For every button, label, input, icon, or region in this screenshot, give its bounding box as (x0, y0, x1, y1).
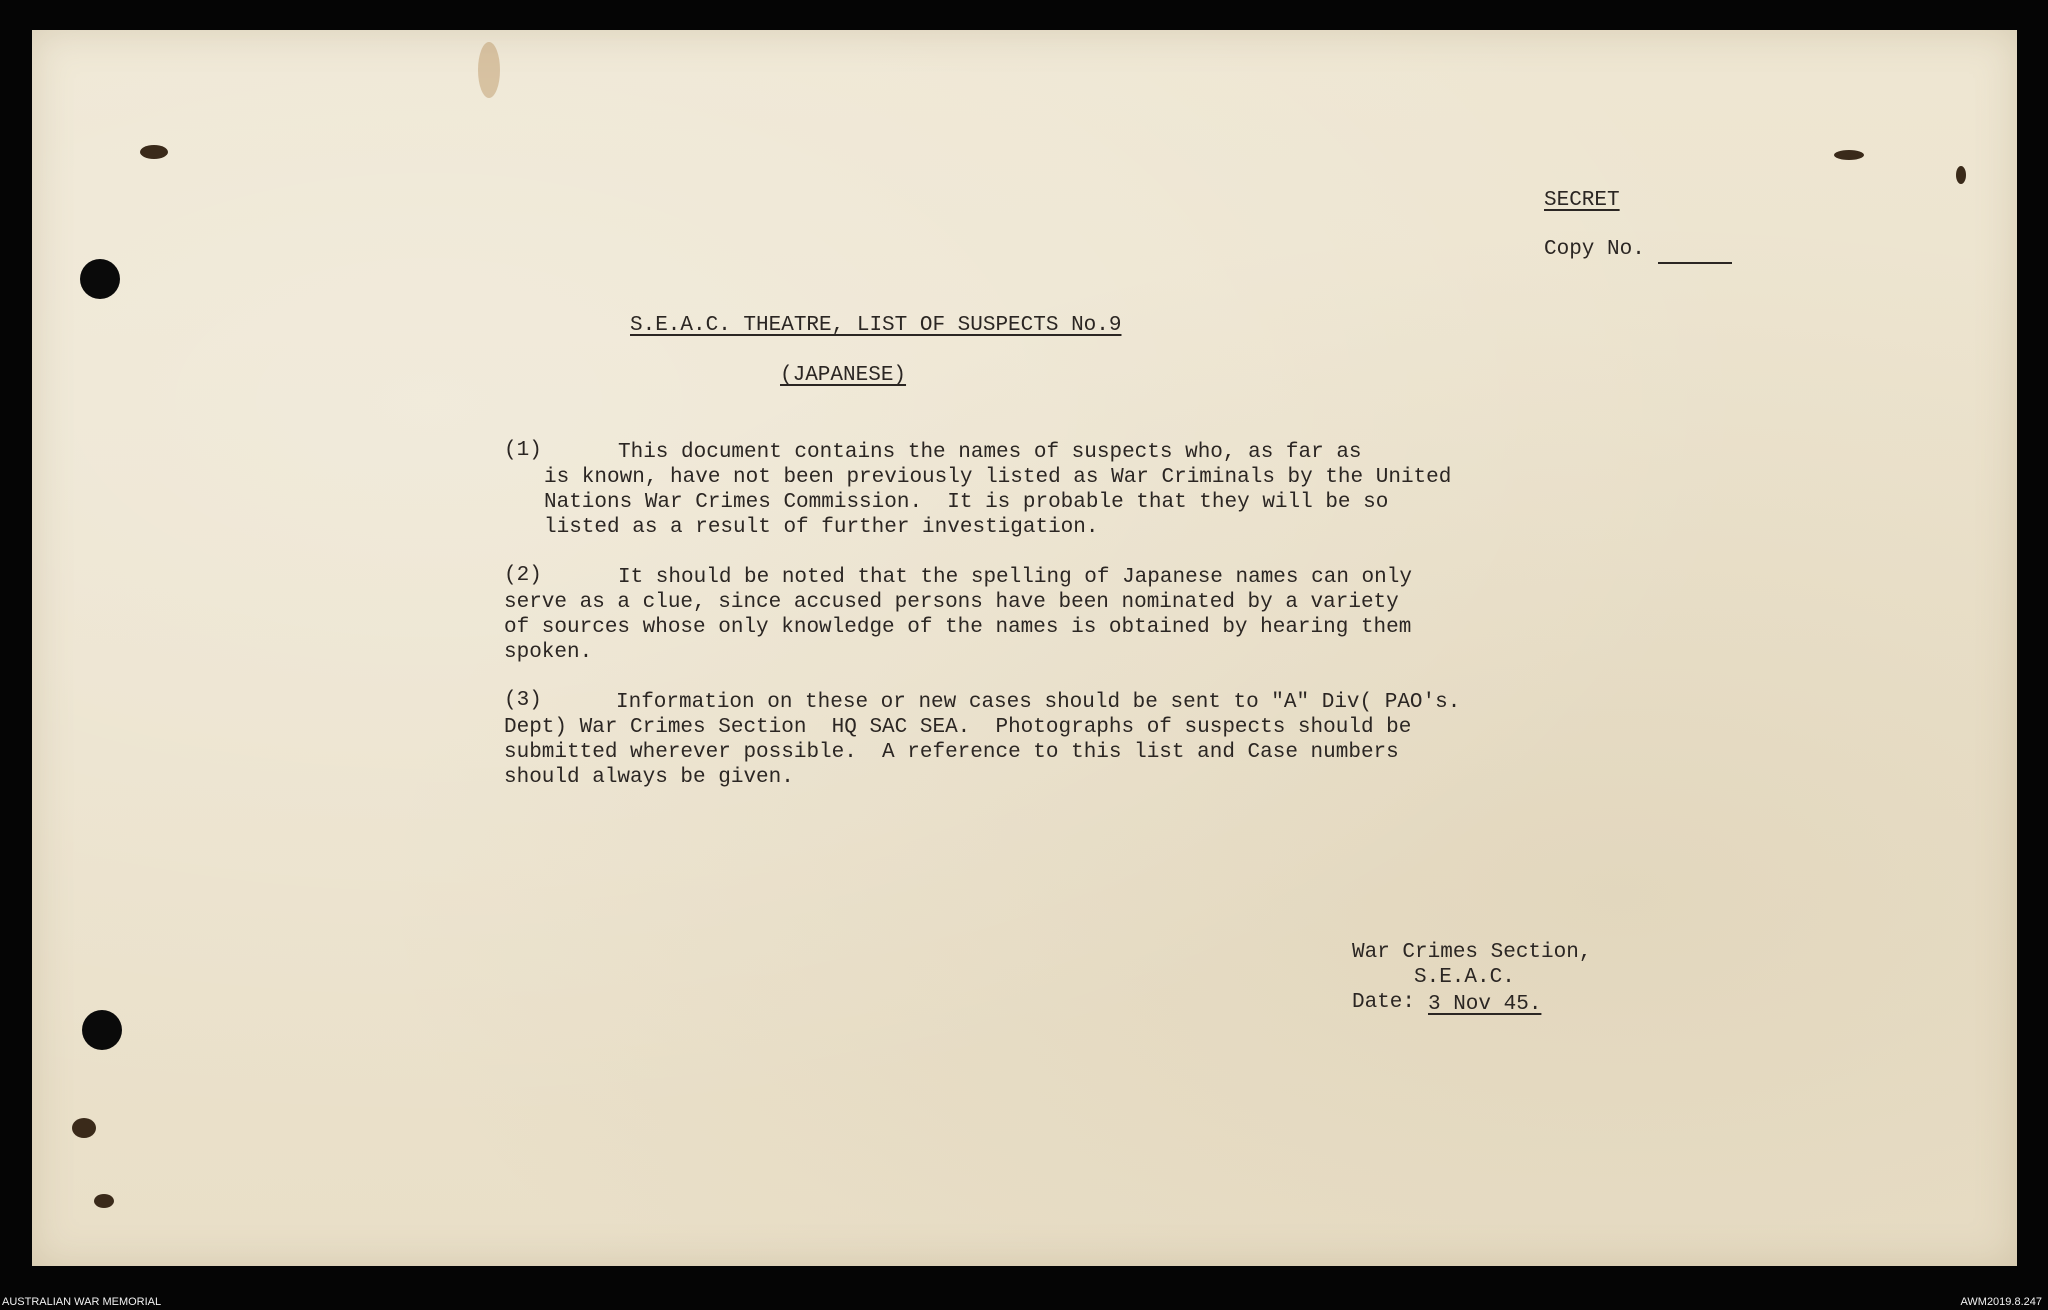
damage-mark (1834, 150, 1864, 160)
document-page (32, 30, 2017, 1266)
paragraph-line: is known, have not been previously listed as War Criminals by the United (544, 466, 1452, 489)
paragraph-line: listed as a result of further investigation. (544, 516, 1099, 539)
classification-label: SECRET (1544, 189, 1620, 212)
paragraph-line: should always be given. (504, 766, 794, 789)
paragraph-line: Nations War Crimes Commission. It is probable that they will be so (544, 491, 1389, 514)
document-subtitle: (JAPANESE) (780, 364, 907, 387)
damage-mark (140, 145, 168, 159)
punch-hole-bottom (82, 1010, 122, 1050)
copy-number-label: Copy No. (1544, 238, 1645, 261)
paragraph-line: It should be noted that the spelling of Japanese names can only (618, 566, 1412, 589)
paragraph-line: serve as a clue, since accused persons have been nominated by a variety (504, 591, 1399, 614)
copy-number-blank (1658, 262, 1732, 264)
paragraph-number: (2) (504, 564, 542, 587)
footer-institution: AUSTRALIAN WAR MEMORIAL (2, 1296, 162, 1308)
paragraph-line: This document contains the names of suspects who, as far as (618, 441, 1362, 464)
date-value: 3 Nov 45. (1428, 993, 1542, 1016)
paragraph-line: Dept) War Crimes Section HQ SAC SEA. Photographs of suspects should be (504, 716, 1412, 739)
punch-hole-top (80, 259, 120, 299)
paragraph-number: (3) (504, 689, 542, 712)
document-title: S.E.A.C. THEATRE, LIST OF SUSPECTS No.9 (630, 314, 1122, 337)
stain-mark (478, 42, 500, 98)
signature-line-2: S.E.A.C. (1414, 966, 1515, 989)
footer-accession-number: AWM2019.8.247 (1960, 1296, 2042, 1308)
paragraph-line: Information on these or new cases should be sent to "A" Div( PAO's. (616, 691, 1461, 714)
paragraph-number: (1) (504, 439, 542, 462)
damage-mark (94, 1194, 114, 1208)
paragraph-line: spoken. (504, 641, 593, 664)
damage-mark (1956, 166, 1966, 184)
paragraph-line: submitted wherever possible. A reference to this list and Case numbers (504, 741, 1399, 764)
signature-line-1: War Crimes Section, (1352, 941, 1592, 964)
date-label: Date: (1352, 991, 1416, 1014)
paragraph-line: of sources whose only knowledge of the names is obtained by hearing them (504, 616, 1412, 639)
damage-mark (72, 1118, 96, 1138)
